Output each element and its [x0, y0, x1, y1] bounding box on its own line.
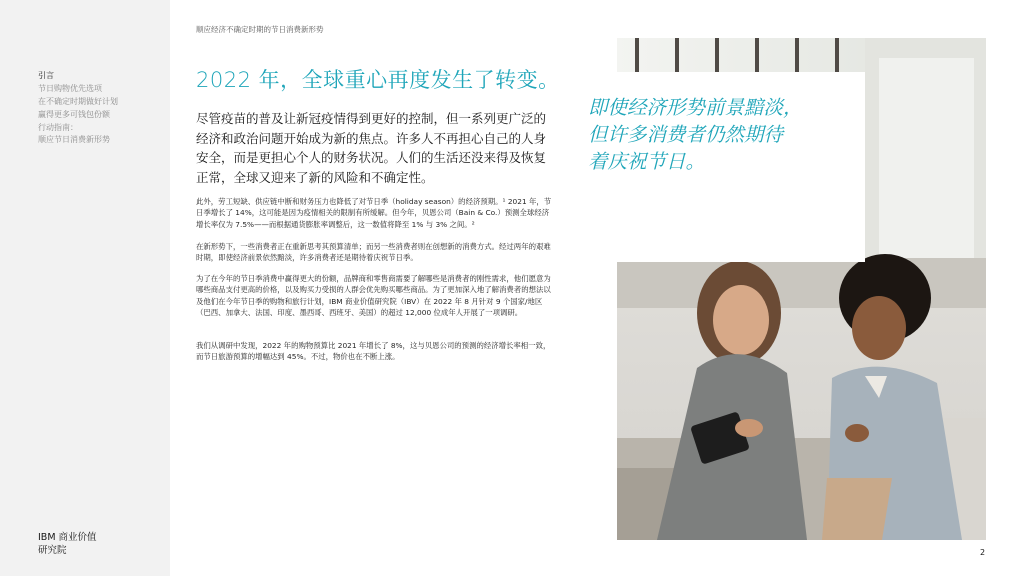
running-head: 顺应经济不确定时期的节日消费新形势	[196, 25, 324, 34]
nav-item-action-guide[interactable]: 行动指南： 顺应节日消费新形势	[38, 123, 110, 144]
nav-item-intro[interactable]: 引言	[38, 71, 54, 80]
nav-item-holiday-shopping-priorities[interactable]: 节日购物优先选项	[38, 84, 102, 93]
body-paragraph: 在新形势下，一些消费者正在重新思考其预算清单；而另一些消费者则在创想新的消费方式。经过两年的艰难时期，即使经济前景依然黯淡，许多消费者还是期待着庆祝节日季。	[196, 242, 551, 263]
pull-quote: 即使经济形势前景黯淡， 但许多消费者仍然期待 着庆祝节日。	[588, 96, 803, 173]
body-paragraph: 为了在今年的节日季消费中赢得更大的份额，品牌商和零售商需要了解哪些是消费者的刚性需求，他们愿意为哪些商品支付更高的价格，以及购买力受损的人群会优先购买哪些商品。为了更加深入地了解消费者的想法以及他们在今年节日季的购物和旅行计划，IBM 商业价值研究院（IBV）在 2022 年 8 月针对 9 个国家/地区（巴西、加拿大、法国、印度、墨西哥、西班牙、美国）的超过 12,000 位成年人开展了一项调研。	[196, 274, 551, 317]
ibm-ibv-brand: IBM 商业价值 研究院	[38, 532, 97, 556]
body-paragraph: 我们从调研中发现，2022 年的购物预算比 2021 年增长了 8%，这与贝恩公司的预测的经济增长率相一致，而节日旅游预算的增幅达到 45%。不过，物价也在不断上涨。	[196, 341, 551, 362]
page-headline: 2022 年，全球重心再度发生了转变。	[196, 68, 560, 92]
nav-item-wallet-share[interactable]: 赢得更多可钱包份额	[38, 110, 110, 119]
section-nav	[38, 70, 166, 147]
nav-item-planning-uncertain-times[interactable]: 在不确定时期做好计划	[38, 97, 118, 106]
sidebar	[0, 0, 170, 576]
lead-paragraph: 尽管疫苗的普及让新冠疫情得到更好的控制，但一系列更广泛的经济和政治问题开始成为新的焦点。许多人不再担心自己的人身安全，而是更担心个人的财务状况。人们的生活还没来得及恢复正常，全球又迎来了新的风险和不确定性。	[196, 111, 547, 185]
page-number: 2	[980, 548, 986, 557]
body-paragraph: 此外，劳工短缺、供应链中断和财务压力也降低了对节日季（holiday season）的经济预期。¹ 2021 年，节日季增长了 14%，这可能是因为疫情相关的限制有所缓解。但今年，贝恩公司（Bain & Co.）预测全球经济增长率仅为 7.5%——而根据通货膨胀率调整后，这一数值将降至 1% 与 3% 之间。²	[196, 197, 552, 229]
